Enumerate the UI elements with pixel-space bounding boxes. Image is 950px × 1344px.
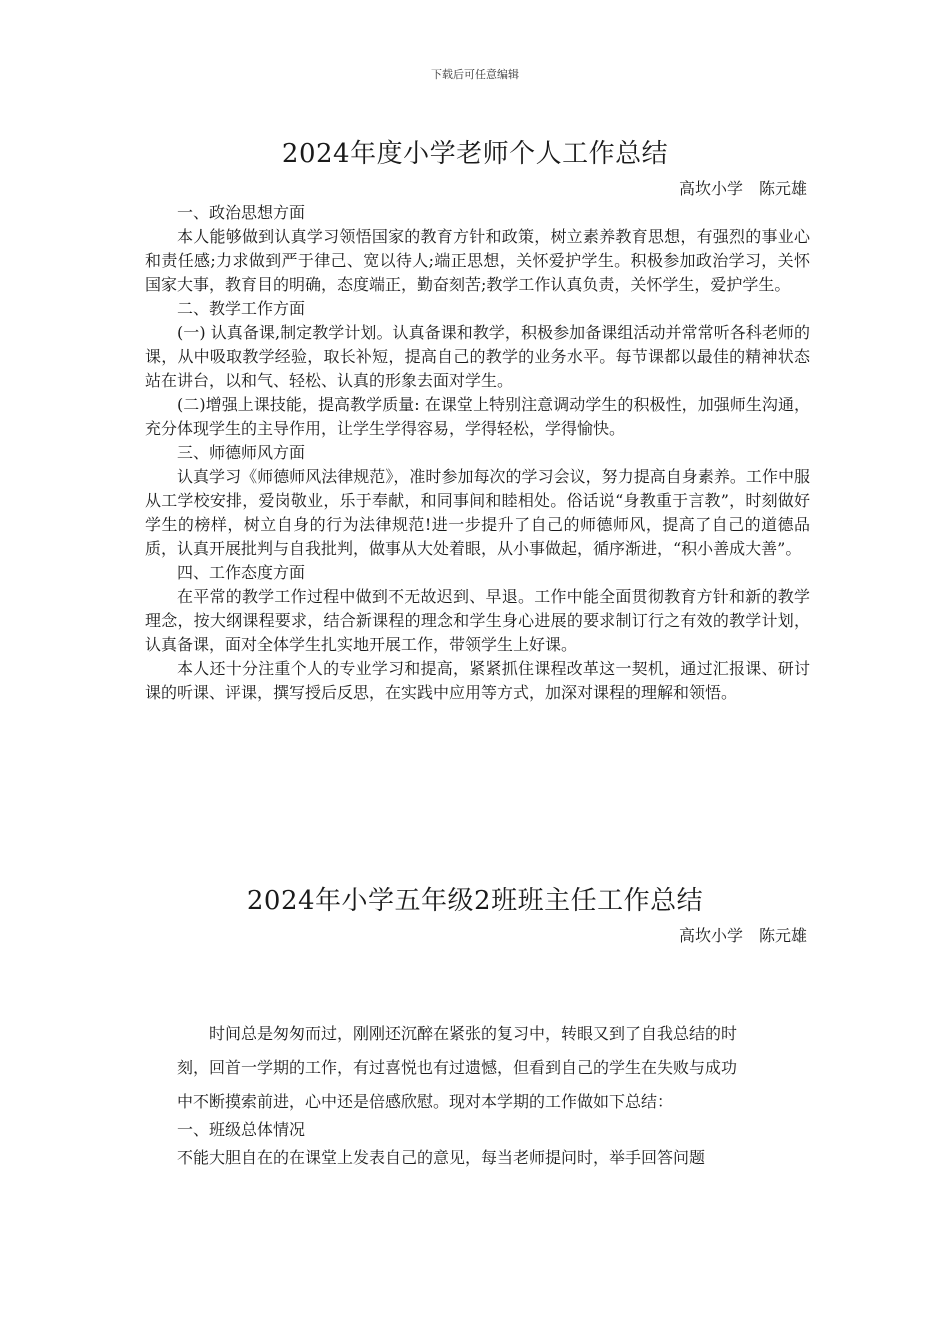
doc2-paragraph-4: 不能大胆自在的在课堂上发表自己的意见，每当老师提问时，举手回答问题: [177, 1148, 706, 1167]
doc1-author: 高坎小学 陈元雄: [678, 179, 807, 198]
doc2-paragraph-1: 时间总是匆匆而过，刚刚还沉醉在紧张的复习中，转眼又到了自我总结的时: [209, 1024, 738, 1043]
doc2-body: [145, 1022, 810, 1180]
paragraph-ethics: 认真学习《师德师风法律规范》，准时参加每次的学习会议，努力提高自身素养。工作中服从工学校安排，爱岗敬业，乐于奉献，和同事间和睦相处。俗话说“身教重于言教”，时刻做好学生的榜样，树立自身的行为法律规范!进一步提升了自己的师德师风，提高了自己的道德品质，认真开展批判与自我批判，做事从大处着眼，从小事做起，循序渐进，“积小善成大善”。: [145, 467, 810, 558]
paragraph-teaching-1: (一) 认真备课,制定教学计划。认真备课和教学，积极参加备课组活动并常常听各科老师的课，从中吸取教学经验，取长补短，提高自己的教学的业务水平。每节课都以最佳的精神状态站在讲台，以和气、轻松、认真的形象去面对学生。: [145, 323, 810, 390]
doc2-section-heading-overview: 一、班级总体情况: [177, 1120, 306, 1139]
paragraph-teaching-2: (二)增强上课技能，提高教学质量: 在课堂上特别注意调动学生的积极性，加强师生沟通，充分体现学生的主导作用，让学生学得容易，学得轻松，学得愉快。: [145, 395, 810, 438]
doc2-paragraph-3: 中不断摸索前进，心中还是倍感欣慰。现对本学期的工作做如下总结：: [177, 1092, 674, 1111]
section-heading-attitude: 四、工作态度方面: [177, 563, 306, 582]
section-heading-ethics: 三、师德师风方面: [177, 443, 306, 462]
doc1-title: 2024年度小学老师个人工作总结: [281, 139, 669, 169]
doc1-body: [145, 201, 810, 705]
doc2-paragraph-2: 刻，回首一学期的工作，有过喜悦也有过遗憾，但看到自己的学生在失败与成功: [177, 1058, 738, 1077]
doc2-author: 高坎小学 陈元雄: [678, 926, 807, 945]
paragraph-politics: 本人能够做到认真学习领悟国家的教育方针和政策，树立素养教育思想，有强烈的事业心和责任感;力求做到严于律己、宽以待人;端正思想，关怀爱护学生。积极参加政治学习，关怀国家大事，教育目的明确，态度端正，勤奋刻苦;教学工作认真负责，关怀学生，爱护学生。: [145, 227, 810, 294]
doc2-title: 2024年小学五年级2班班主任工作总结: [246, 886, 704, 916]
paragraph-study: 本人还十分注重个人的专业学习和提高，紧紧抓住课程改革这一契机，通过汇报课、研讨课的听课、评课，撰写授后反思，在实践中应用等方式，加深对课程的理解和领悟。: [145, 659, 810, 702]
section-heading-teaching: 二、教学工作方面: [177, 299, 306, 318]
paragraph-attitude: 在平常的教学工作过程中做到不无故迟到、早退。工作中能全面贯彻教育方针和新的教学理念，按大纲课程要求，结合新课程的理念和学生身心进展的要求制订行之有效的教学计划，认真备课，面对全体学生扎实地开展工作，带领学生上好课。: [145, 587, 810, 654]
header-note: 下载后可任意编辑: [431, 68, 519, 81]
section-heading-politics: 一、政治思想方面: [177, 203, 306, 222]
